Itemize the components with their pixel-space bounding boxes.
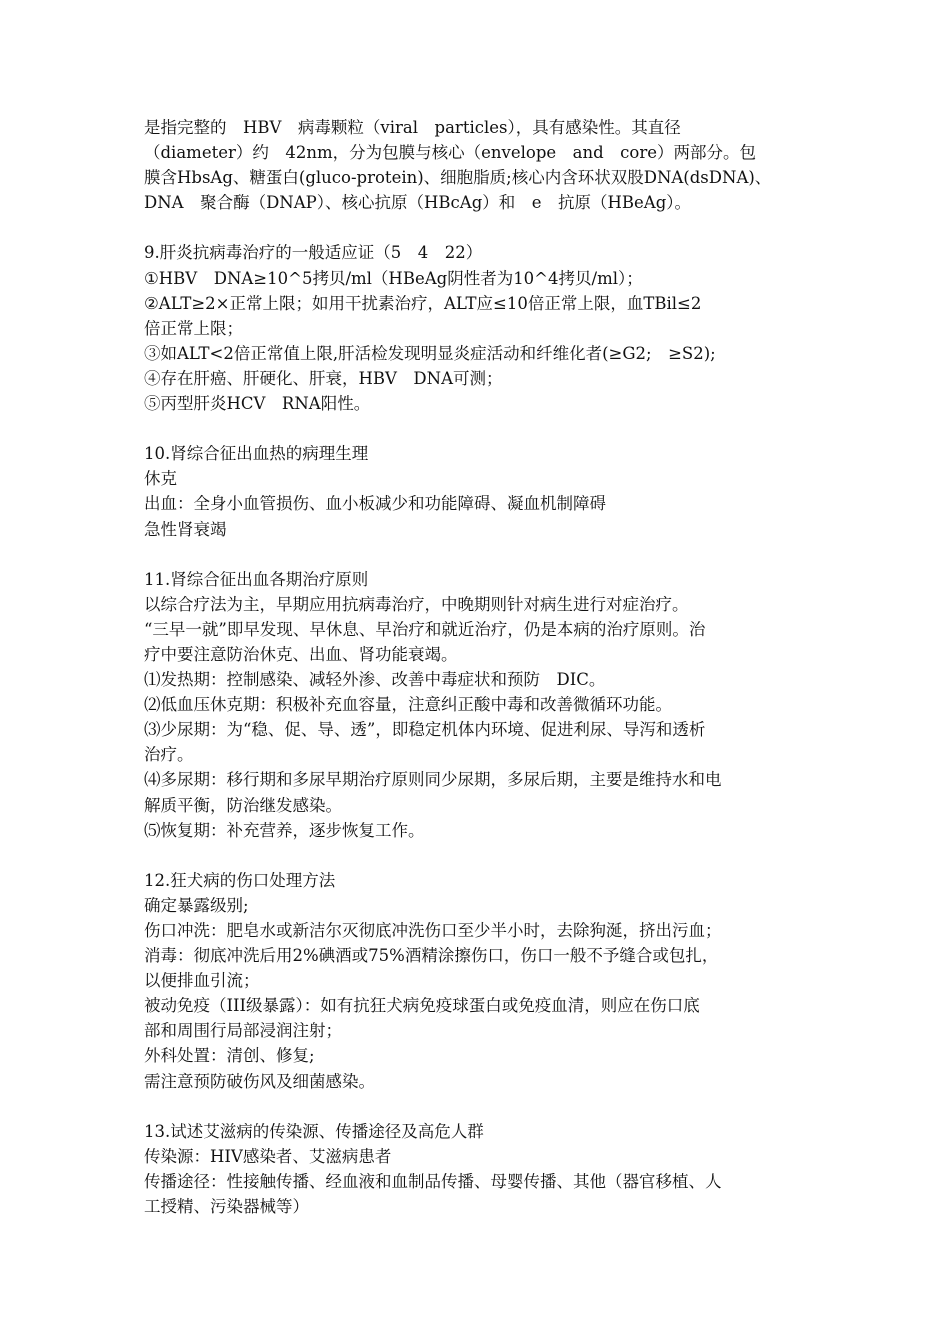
- text-line: ③如ALT<2倍正常值上限,肝活检发现明显炎症活动和纤维化者(≥G2; ≥S2);: [144, 343, 716, 363]
- section-10: [144, 441, 808, 541]
- text-line: DNA 聚合酶（DNAP）、核心抗原（HBcAg）和 e 抗原（HBeAg）。: [144, 193, 692, 213]
- text-line: ⑷多尿期：移行期和多尿早期治疗原则同少尿期，多尿后期，主要是维持水和电: [144, 770, 722, 790]
- text-line: ⑸恢复期：补充营养，逐步恢复工作。: [144, 820, 425, 840]
- section-heading: 12.狂犬病的伤口处理方法: [144, 870, 336, 890]
- blank-line: [144, 1094, 808, 1119]
- text-line: 工授精、污染器械等）: [144, 1197, 309, 1217]
- section-13: [144, 1119, 808, 1219]
- blank-line: [144, 215, 808, 240]
- section-11: [144, 567, 808, 843]
- text-line: 被动免疫（III级暴露）：如有抗狂犬病免疫球蛋白或免疫血清，则应在伤口底: [144, 996, 700, 1016]
- text-line: 出血：全身小血管损伤、血小板减少和功能障碍、凝血机制障碍: [144, 494, 606, 514]
- section-heading: 9.肝炎抗病毒治疗的一般适应证（5 4 22）: [144, 243, 483, 263]
- text-line: ②ALT≥2×正常上限；如用干扰素治疗，ALT应≤10倍正常上限，血TBil≤2: [144, 293, 702, 313]
- text-line: 外科处置：清创、修复;: [144, 1046, 315, 1066]
- blank-line: [144, 843, 808, 868]
- text-line: 以便排血引流；: [144, 971, 260, 991]
- text-line: ⑶少尿期：为“稳、促、导、透”，即稳定机体内环境、促进利尿、导泻和透析: [144, 720, 706, 740]
- section-9: [144, 240, 808, 416]
- document-body: [144, 115, 808, 1219]
- text-line: 膜含HbsAg、糖蛋白(gluco-protein)、细胞脂质;核心内含环状双股DNA(dsDNA)、: [144, 168, 772, 188]
- text-line: 休克: [144, 469, 177, 489]
- text-line: 倍正常上限；: [144, 318, 243, 338]
- text-line: ①HBV DNA≥10^5拷贝/ml（HBeAg阴性者为10^4拷贝/ml）；: [144, 268, 643, 288]
- text-line: 传播途径：性接触传播、经血液和血制品传播、母婴传播、其他（器官移植、人: [144, 1171, 722, 1191]
- text-line: ④存在肝癌、肝硬化、肝衰，HBV DNA可测；: [144, 368, 503, 388]
- section-12: [144, 868, 808, 1094]
- text-line: ⑤丙型肝炎HCV RNA阳性。: [144, 394, 371, 414]
- text-line: 传染源：HIV感染者、艾滋病患者: [144, 1146, 392, 1166]
- text-line: ⑴发热期：控制感染、减轻外渗、改善中毒症状和预防 DIC。: [144, 670, 606, 690]
- text-line: 治疗。: [144, 745, 194, 765]
- text-line: 是指完整的 HBV 病毒颗粒（viral particles），具有感染性。其直径: [144, 118, 681, 137]
- section-heading: 13.试述艾滋病的传染源、传播途径及高危人群: [144, 1121, 484, 1141]
- blank-line: [144, 416, 808, 441]
- blank-line: [144, 542, 808, 567]
- intro-paragraph: [144, 115, 808, 215]
- text-line: 以综合疗法为主，早期应用抗病毒治疗，中晚期则针对病生进行对症治疗。: [144, 594, 689, 614]
- text-line: 急性肾衰竭: [144, 519, 227, 539]
- text-line: “三早一就”即早发现、早休息、早治疗和就近治疗，仍是本病的治疗原则。治: [144, 619, 706, 639]
- text-line: 疗中要注意防治休克、出血、肾功能衰竭。: [144, 644, 458, 664]
- text-line: 消毒：彻底冲洗后用2%碘酒或75%酒精涂擦伤口，伤口一般不予缝合或包扎，: [144, 946, 719, 966]
- section-heading: 11.肾综合征出血各期治疗原则: [144, 569, 369, 589]
- text-line: 确定暴露级别;: [144, 895, 249, 915]
- text-line: 伤口冲洗：肥皂水或新洁尔灭彻底冲洗伤口至少半小时，去除狗涎，挤出污血；: [144, 921, 722, 940]
- text-line: 解质平衡，防治继发感染。: [144, 795, 342, 815]
- section-heading: 10.肾综合征出血热的病理生理: [144, 444, 369, 464]
- text-line: 需注意预防破伤风及细菌感染。: [144, 1071, 375, 1091]
- text-line: ⑵低血压休克期：积极补充血容量，注意纠正酸中毒和改善微循环功能。: [144, 695, 672, 715]
- text-line: （diameter）约 42nm，分为包膜与核心（envelope and core）两部分。包: [144, 143, 757, 163]
- text-line: 部和周围行局部浸润注射；: [144, 1021, 342, 1041]
